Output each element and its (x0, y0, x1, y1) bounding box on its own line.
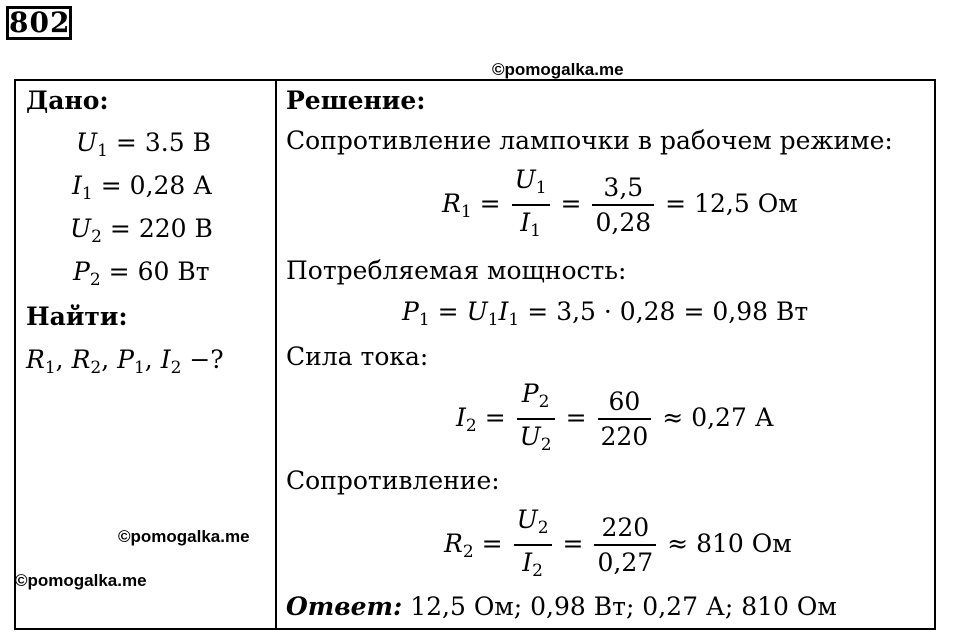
solution-title: Решение: (286, 86, 426, 115)
watermark: ©pomogalka.me (118, 527, 250, 546)
find-list: $R_1$, $R_2$, $P_1$, $I_2$ −? (26, 345, 224, 378)
formula-R1: $R_1$ = $\frac{U_1}{I_1}$ = $\frac{3,5}{0,28}$ = 12,5 Ом (442, 166, 798, 245)
given-U1: $U_1 = 3.5$ В (76, 128, 211, 161)
find-title: Найти: (26, 302, 128, 331)
solution-step4-text: Сопротивление: (286, 466, 500, 495)
column-divider (275, 79, 277, 630)
watermark: ©pomogalka.me (492, 60, 624, 79)
formula-I2: $I_2$ = $\frac{P_2}{U_2}$ = $\frac{60}{220}$ ≈ 0,27 А (456, 380, 774, 459)
answer-line (286, 592, 837, 622)
given-P2: $P_2 = 60$ Вт (73, 257, 210, 290)
given-I1: $I_1 = 0,28$ А (72, 171, 213, 204)
given-title: Дано: (26, 86, 109, 115)
given-U2: $U_2 = 220$ В (70, 214, 213, 247)
answer-text: 12,5 Ом; 0,98 Вт; 0,27 А; 810 Ом (410, 592, 837, 621)
formula-P1: $P_1 = U_1I_1 = 3,5 \cdot 0,28 = 0,98$ Вт (402, 297, 809, 330)
formula-R2: $R_2$ = $\frac{U_2}{I_2}$ = $\frac{220}{0,27}$ ≈ 810 Ом (444, 506, 792, 585)
solution-step2-text: Потребляемая мощность: (286, 256, 627, 285)
answer-label: Ответ: (286, 592, 403, 621)
watermark: ©pomogalka.me (15, 571, 147, 590)
problem-number: 802 (6, 6, 72, 40)
solution-step1-text: Сопротивление лампочки в рабочем режиме: (286, 126, 893, 155)
solution-step3-text: Сила тока: (286, 342, 429, 371)
